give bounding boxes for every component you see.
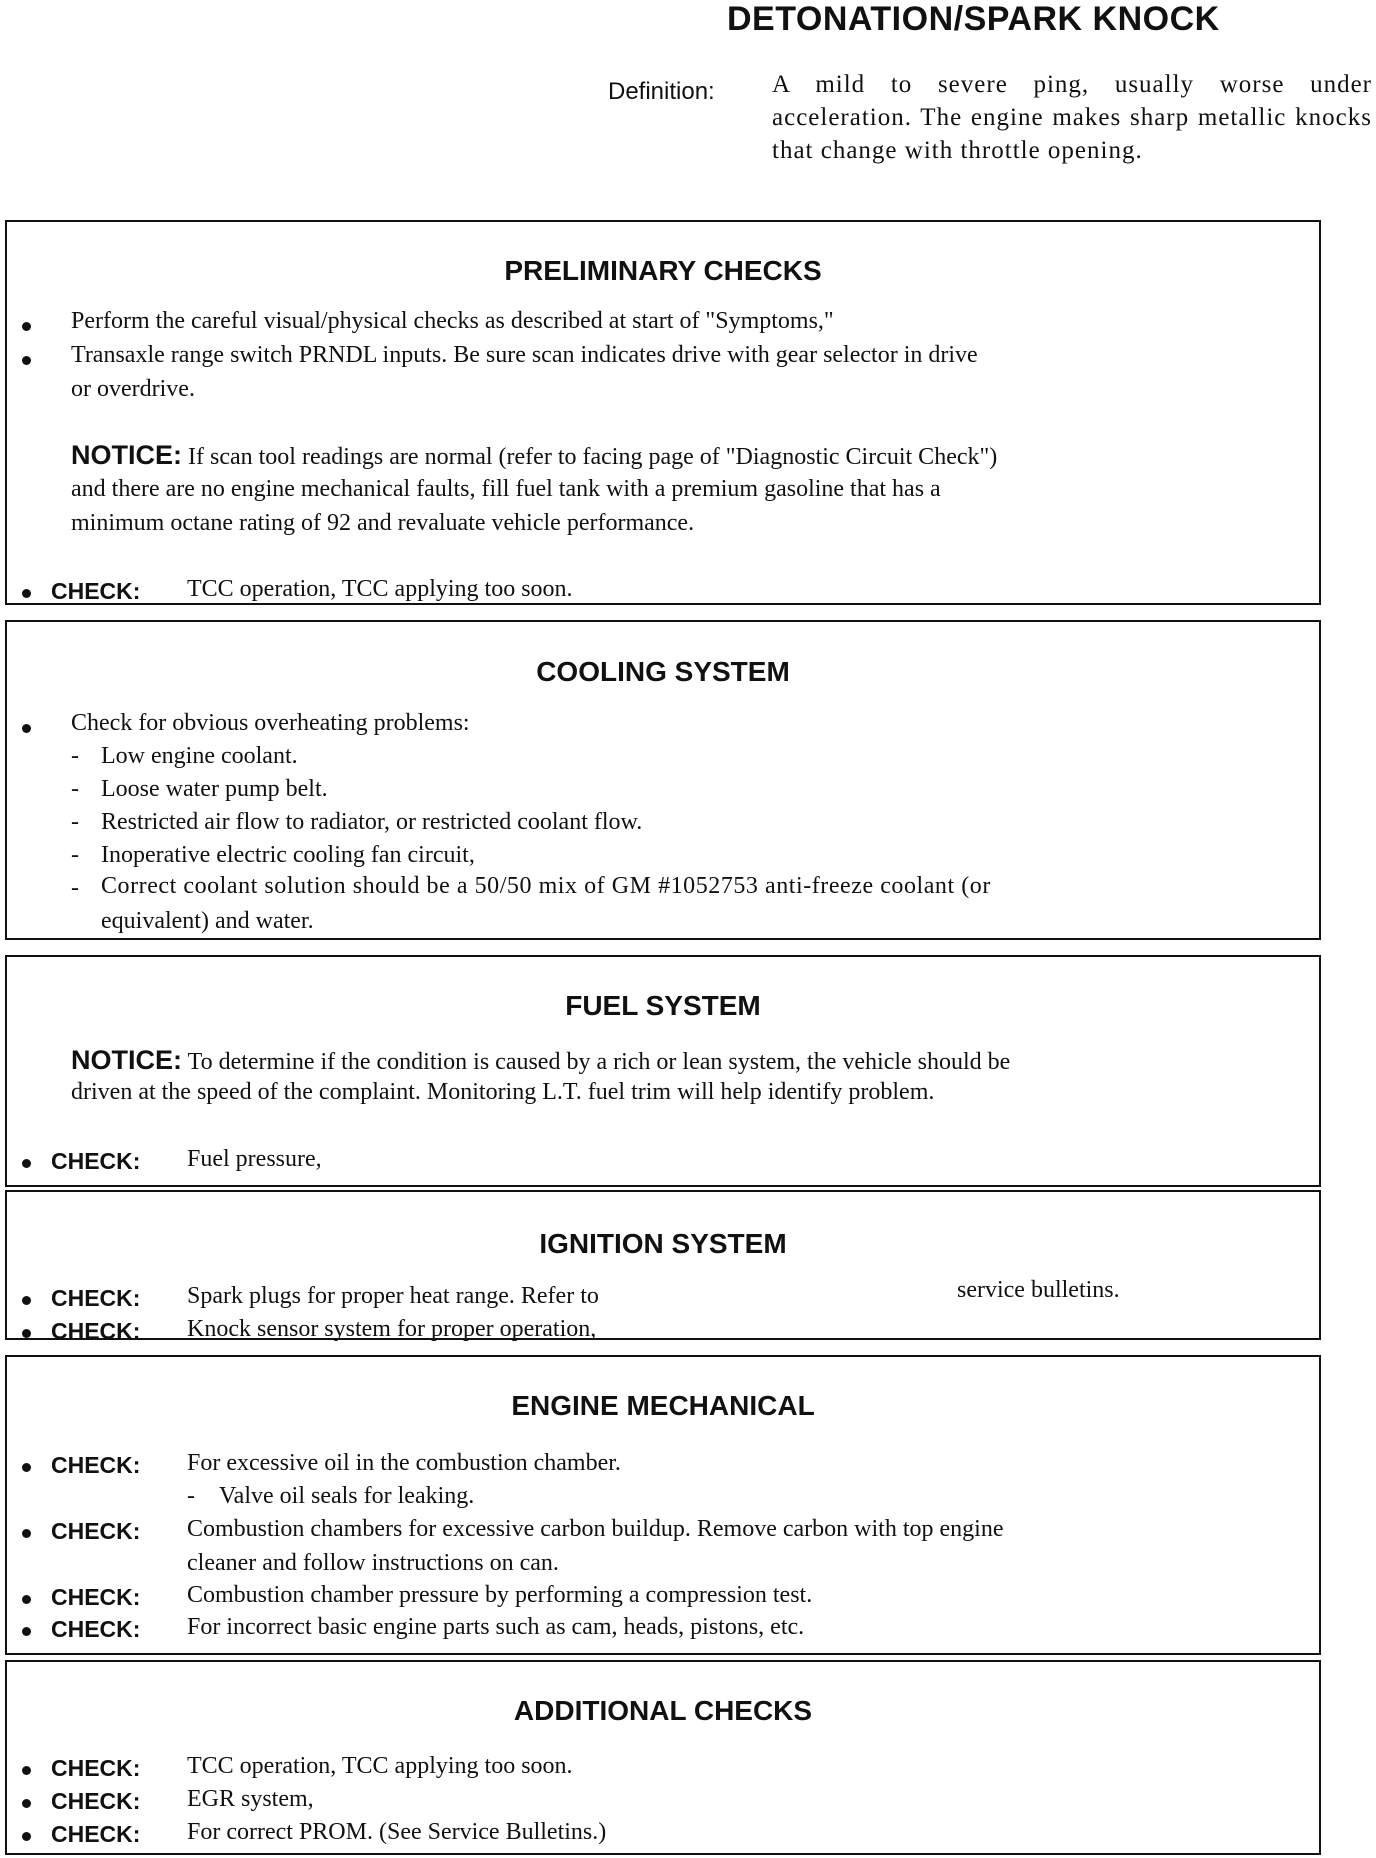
check-label: CHECK: <box>51 1285 141 1311</box>
dash-marker: - <box>71 875 79 901</box>
fuel-notice-line-2: driven at the speed of the complaint. Monitoring L.T. fuel trim will help identify problem. <box>71 1079 935 1105</box>
bullet-icon <box>22 1595 31 1604</box>
additional-check-2: EGR system, <box>187 1786 314 1812</box>
cooling-item-5-line-2: equivalent) and water. <box>101 908 314 934</box>
cooling-bullet-1: Check for obvious overheating problems: <box>71 710 470 736</box>
check-label: CHECK: <box>51 1616 141 1642</box>
preliminary-bullet-2-line-1: Transaxle range switch PRNDL inputs. Be sure scan indicates drive with gear selector in drive <box>71 342 978 368</box>
engine-check-2-line-2: cleaner and follow instructions on can. <box>187 1550 559 1576</box>
cooling-item-1: Low engine coolant. <box>101 743 298 769</box>
definition-label: Definition: <box>608 78 715 105</box>
additional-checks-section <box>5 1660 1321 1855</box>
preliminary-checks-section <box>5 220 1321 605</box>
notice-label: NOTICE: <box>71 440 182 470</box>
ignition-check-2: Knock sensor system for proper operation, <box>187 1316 597 1342</box>
engine-check-1-sub: Valve oil seals for leaking. <box>219 1483 475 1509</box>
cooling-item-2: Loose water pump belt. <box>101 776 328 802</box>
check-label: CHECK: <box>51 1584 141 1610</box>
dash-marker: - <box>71 809 79 835</box>
preliminary-check-1: TCC operation, TCC applying too soon. <box>187 576 573 602</box>
fuel-check-1: Fuel pressure, <box>187 1146 322 1172</box>
page-title: DETONATION/SPARK KNOCK <box>727 0 1220 38</box>
engine-check-2-line-1: Combustion chambers for excessive carbon buildup. Remove carbon with top engine <box>187 1516 1004 1542</box>
additional-check-3: For correct PROM. (See Service Bulletins.) <box>187 1819 607 1845</box>
bullet-icon <box>22 589 31 598</box>
notice-text: To determine if the condition is caused by a rich or lean system, the vehicle should be <box>187 1049 1011 1075</box>
check-label: CHECK: <box>51 578 141 604</box>
section-title: PRELIMINARY CHECKS <box>504 255 822 286</box>
preliminary-bullet-2-line-2: or overdrive. <box>71 376 195 402</box>
bullet-icon <box>22 356 31 365</box>
bullet-icon <box>22 724 31 733</box>
bullet-icon <box>22 1627 31 1636</box>
notice-label: NOTICE: <box>71 1045 182 1075</box>
bullet-icon <box>22 1159 31 1168</box>
dash-marker: - <box>187 1483 195 1509</box>
section-title: IGNITION SYSTEM <box>539 1228 787 1259</box>
check-label: CHECK: <box>51 1318 141 1344</box>
definition-text: A mild to severe ping, usually worse under acceleration. The engine makes sharp metallic knocks that change with throttle opening. <box>772 71 1372 164</box>
fuel-system-section <box>5 955 1321 1187</box>
preliminary-notice-line-1 <box>71 440 997 471</box>
preliminary-bullet-1: Perform the careful visual/physical checks as described at start of "Symptoms," <box>71 308 834 334</box>
engine-check-1: For excessive oil in the combustion chamber. <box>187 1450 621 1476</box>
cooling-item-4: Inoperative electric cooling fan circuit, <box>101 842 475 868</box>
notice-text: If scan tool readings are normal (refer to facing page of "Diagnostic Circuit Check") <box>188 444 998 470</box>
bullet-icon <box>22 1529 31 1538</box>
preliminary-notice-line-2: and there are no engine mechanical faults, fill fuel tank with a premium gasoline that has a <box>71 476 941 502</box>
dash-marker: - <box>71 842 79 868</box>
section-title: ADDITIONAL CHECKS <box>513 1695 813 1726</box>
bullet-icon <box>22 1296 31 1305</box>
bullet-icon <box>22 1832 31 1841</box>
fuel-notice-line-1 <box>71 1045 1010 1076</box>
engine-check-4: For incorrect basic engine parts such as cam, heads, pistons, etc. <box>187 1614 805 1640</box>
ignition-check-1-tail: service bulletins. <box>957 1277 1120 1303</box>
additional-check-1: TCC operation, TCC applying too soon. <box>187 1753 573 1779</box>
bullet-icon <box>22 1329 31 1338</box>
section-title: ENGINE MECHANICAL <box>511 1390 815 1421</box>
engine-check-3: Combustion chamber pressure by performing a compression test. <box>187 1582 813 1608</box>
bullet-icon <box>22 322 31 331</box>
engine-mechanical-section <box>5 1355 1321 1655</box>
section-title: FUEL SYSTEM <box>565 990 761 1021</box>
preliminary-notice-line-3: minimum octane rating of 92 and revaluate vehicle performance. <box>71 510 695 536</box>
ignition-check-1: Spark plugs for proper heat range. Refer to <box>187 1283 599 1309</box>
check-label: CHECK: <box>51 1788 141 1814</box>
bullet-icon <box>22 1799 31 1808</box>
bullet-icon <box>22 1463 31 1472</box>
cooling-item-3: Restricted air flow to radiator, or restricted coolant flow. <box>101 809 643 835</box>
check-label: CHECK: <box>51 1755 141 1781</box>
ignition-system-section <box>5 1190 1321 1344</box>
cooling-system-section <box>5 620 1321 940</box>
check-label: CHECK: <box>51 1452 141 1478</box>
section-title: COOLING SYSTEM <box>536 656 790 687</box>
check-label: CHECK: <box>51 1821 141 1847</box>
check-label: CHECK: <box>51 1148 141 1174</box>
check-label: CHECK: <box>51 1518 141 1544</box>
cooling-item-5-line-1: Correct coolant solution should be a 50/50 mix of GM #1052753 anti-freeze coolant (or <box>101 873 991 899</box>
bullet-icon <box>22 1766 31 1775</box>
dash-marker: - <box>71 743 79 769</box>
dash-marker: - <box>71 776 79 802</box>
